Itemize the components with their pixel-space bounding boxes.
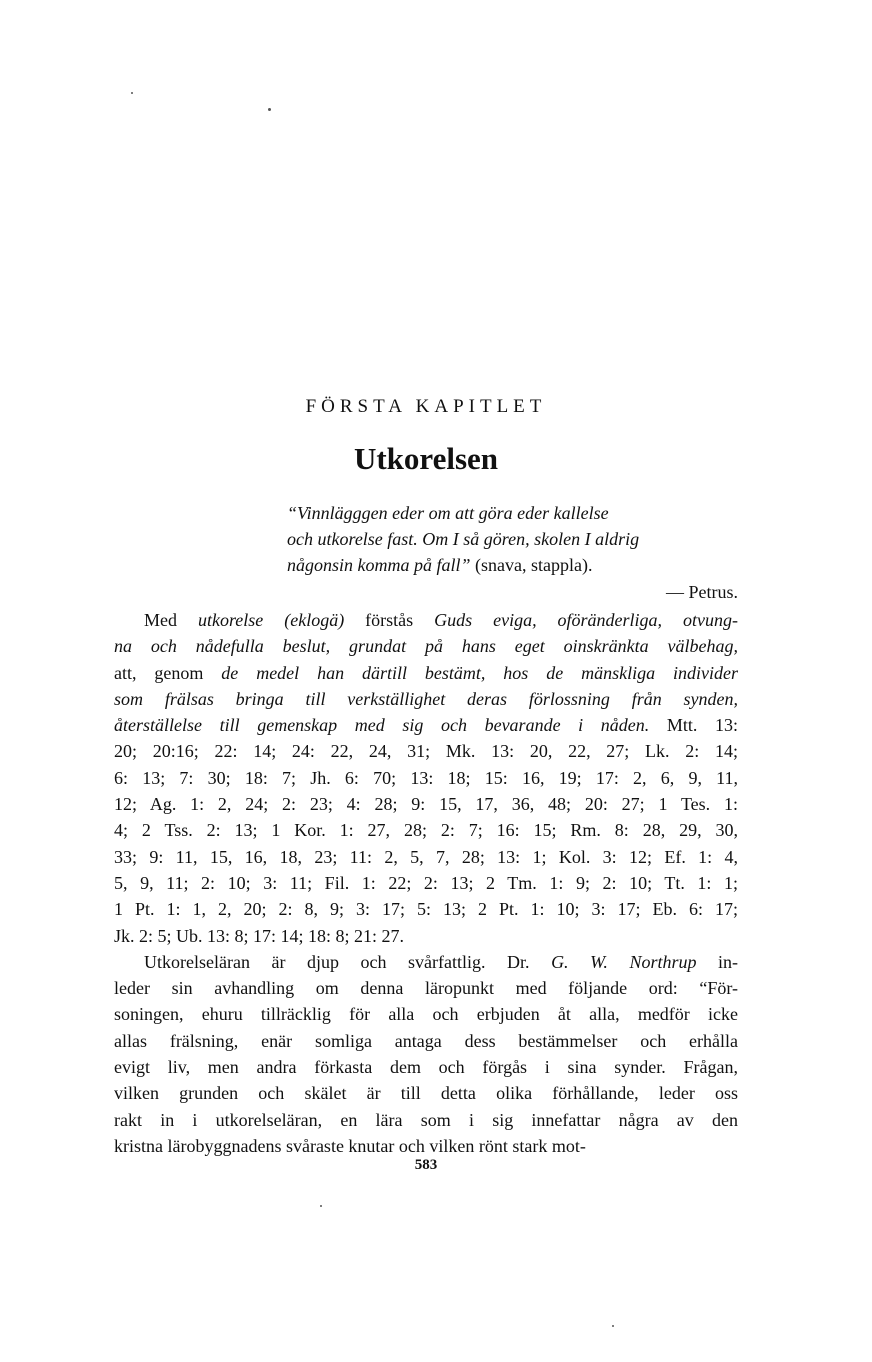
text-line: [114, 712, 738, 738]
text-line: [114, 765, 738, 791]
italic-text: som frälsas bringa till verkställighet deras förlossning från synden,: [114, 688, 738, 709]
text: Med: [144, 610, 198, 630]
text-line: [114, 975, 738, 1001]
text: 33; 9: 11, 15, 16, 18, 23; 11: 2, 5, 7, 28; 13: 1; Kol. 3: 12; Ef. 1: 4,: [114, 846, 738, 867]
text-line: [114, 870, 738, 896]
text-line: [114, 1028, 738, 1054]
text: vilken grunden och skälet är till detta olika förhållande, leder oss: [114, 1083, 738, 1104]
italic-text: na och nådefulla beslut, grundat på hans eget oinskränkta välbehag,: [114, 636, 738, 657]
scan-speck: [320, 1205, 322, 1207]
epigraph-line: “Vinnlägggen eder om att göra eder kallelse: [287, 503, 609, 523]
chapter-label: FÖRSTA KAPITLET: [305, 396, 547, 417]
italic-text: de medel han därtill bestämt, hos de mänskliga individer: [221, 662, 738, 683]
text: kristna lärobyggnadens svåraste knutar och vilken rönt stark mot-: [114, 1135, 586, 1156]
text: in-: [696, 951, 739, 972]
text-line: [114, 1001, 738, 1027]
text-line: [114, 923, 738, 949]
text-line: [114, 738, 738, 764]
text: 4; 2 Tss. 2: 13; 1 Kor. 1: 27, 28; 2: 7; 16: 15; Rm. 8: 28, 29, 30,: [114, 820, 738, 841]
paragraph: [114, 607, 738, 949]
italic-text: Guds eviga, oföränderliga, otvung-: [434, 610, 738, 630]
document-page: [114, 0, 738, 1362]
text: allas frälsning, enär somliga antaga dess bestämmelser och erhålla: [114, 1030, 738, 1051]
text: att, genom: [114, 662, 222, 683]
text: Jk. 2: 5; Ub. 13: 8; 17: 14; 18: 8; 21: 27.: [114, 925, 405, 946]
text: förstås: [344, 610, 435, 630]
scan-speck: [612, 1325, 614, 1327]
page-number: 583: [414, 1157, 438, 1173]
body-text: [114, 607, 738, 1159]
text: evigt liv, men andra förkasta dem och förgås i sina synder. Frågan,: [114, 1057, 738, 1078]
scan-speck: [268, 108, 271, 111]
epigraph-attribution: — Petrus.: [666, 582, 738, 602]
scan-speck: [131, 92, 133, 94]
text: soningen, ehuru tillräcklig för alla och erbjuden åt alla, medför icke: [114, 1004, 738, 1025]
text-line: [114, 660, 738, 686]
text-line: [114, 686, 738, 712]
text-line: [114, 1054, 738, 1080]
text-line: [114, 1080, 738, 1106]
paragraph: [114, 949, 738, 1159]
text: 20; 20:16; 22: 14; 24: 22, 24, 31; Mk. 13: 20, 22, 27; Lk. 2: 14;: [114, 741, 738, 762]
epigraph-line: någonsin komma på fall” (snava, stappla).: [287, 555, 593, 575]
text: Mtt. 13:: [649, 715, 738, 736]
text-line: [114, 1107, 738, 1133]
text: 5, 9, 11; 2: 10; 3: 11; Fil. 1: 22; 2: 13; 2 Tm. 1: 9; 2: 10; Tt. 1: 1;: [114, 872, 738, 893]
italic-text: återställelse till gemenskap med sig och bevarande i nåden.: [114, 715, 650, 736]
epigraph: [287, 500, 738, 578]
text: leder sin avhandling om denna läropunkt med följande ord: “För-: [114, 978, 738, 999]
italic-text: G. W. Northrup: [551, 951, 697, 972]
text-line: [114, 949, 738, 975]
text-line: [114, 791, 738, 817]
text-line: [114, 817, 738, 843]
text-line: [114, 607, 738, 633]
chapter-title: Utkorelsen: [353, 441, 499, 476]
text-line: [114, 1133, 738, 1159]
text-line: [114, 896, 738, 922]
text: Utkorelseläran är djup och svårfattlig. Dr.: [144, 951, 552, 972]
epigraph-line: och utkorelse fast. Om I så gören, skolen I aldrig: [287, 529, 640, 549]
text: 6: 13; 7: 30; 18: 7; Jh. 6: 70; 13: 18; 15: 16, 19; 17: 2, 6, 9, 11,: [114, 767, 738, 788]
text-line: [114, 844, 738, 870]
italic-text: utkorelse (eklogä): [197, 610, 345, 630]
text: rakt in i utkorelseläran, en lära som i sig innefattar några av den: [114, 1109, 738, 1130]
text: 1 Pt. 1: 1, 2, 20; 2: 8, 9; 3: 17; 5: 13; 2 Pt. 1: 10; 3: 17; Eb. 6: 17;: [114, 899, 738, 920]
text-line: [114, 633, 738, 659]
text: 12; Ag. 1: 2, 24; 2: 23; 4: 28; 9: 15, 17, 36, 48; 20: 27; 1 Tes. 1:: [114, 794, 738, 815]
